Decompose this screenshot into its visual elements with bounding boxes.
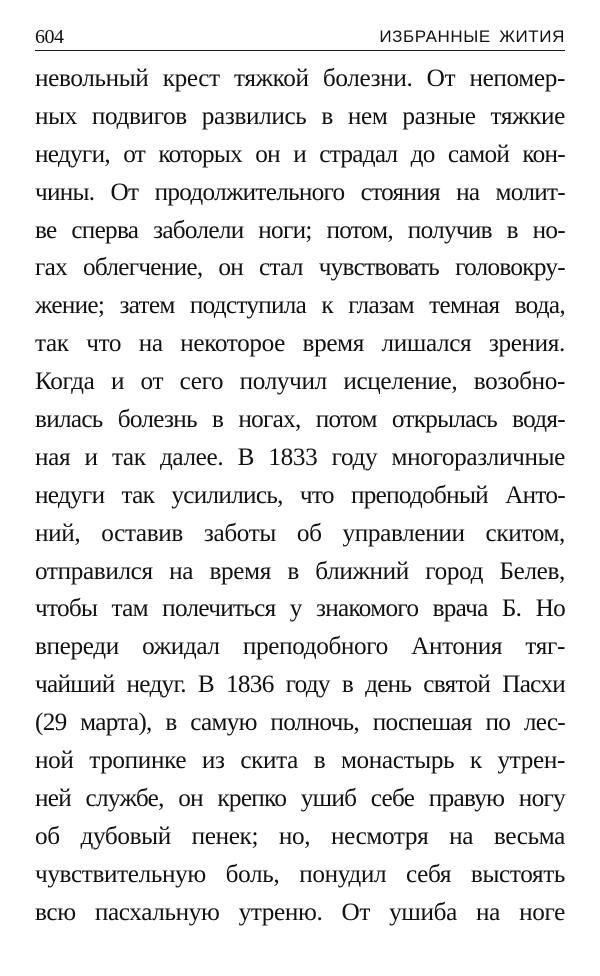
running-title: ИЗБРАННЫЕ ЖИТИЯ — [379, 27, 565, 46]
text-line: ной тропинке из скита в монастырь к утрен- — [35, 747, 565, 775]
page-number: 604 — [35, 26, 64, 48]
text-line: недуги так усилились, что преподобный Анто- — [35, 481, 565, 509]
text-line: (29 марта), в самую полночь, поспешая по лес- — [35, 709, 565, 737]
body-text — [35, 60, 565, 931]
text-line: всю пасхальную утреню. От ушиба на ноге — [35, 898, 565, 926]
text-line: ная и так далее. В 1833 году многоразличные — [35, 443, 565, 471]
text-line: так что на некоторое время лишался зрения. — [35, 330, 565, 358]
text-line: ний, оставив заботы об управлении скитом, — [35, 519, 565, 547]
text-line: чины. От продолжительного стояния на молит- — [35, 178, 565, 206]
text-line: чувствительную боль, понудил себя выстоять — [35, 860, 565, 888]
text-line: ных подвигов развились в нем разные тяжкие — [35, 102, 565, 130]
text-line: недуги, от которых он и страдал до самой кон- — [35, 140, 565, 168]
text-line: впереди ожидал преподобного Антония тяг- — [35, 633, 565, 661]
text-line: Когда и от сего получил исцеление, возобно- — [35, 368, 565, 396]
text-line: ней службе, он крепко ушиб себе правую ногу — [35, 784, 565, 812]
text-line: ве сперва заболели ноги; потом, получив в но- — [35, 216, 565, 244]
text-line: чтобы там полечиться у знакомого врача Б. Но — [35, 595, 565, 623]
text-line: отправился на время в ближний город Белев, — [35, 557, 565, 585]
text-line: об дубовый пенек; но, несмотря на весьма — [35, 822, 565, 850]
text-line: жение; затем подступила к глазам темная вода, — [35, 292, 565, 320]
running-head — [35, 22, 565, 51]
text-line: гах облегчение, он стал чувствовать головокру- — [35, 254, 565, 282]
text-line: чайший недуг. В 1836 году в день святой Пасхи — [35, 671, 565, 699]
text-line: вилась болезнь в ногах, потом открылась водя- — [35, 406, 565, 434]
text-line: невольный крест тяжкой болезни. От непомер- — [35, 65, 565, 92]
